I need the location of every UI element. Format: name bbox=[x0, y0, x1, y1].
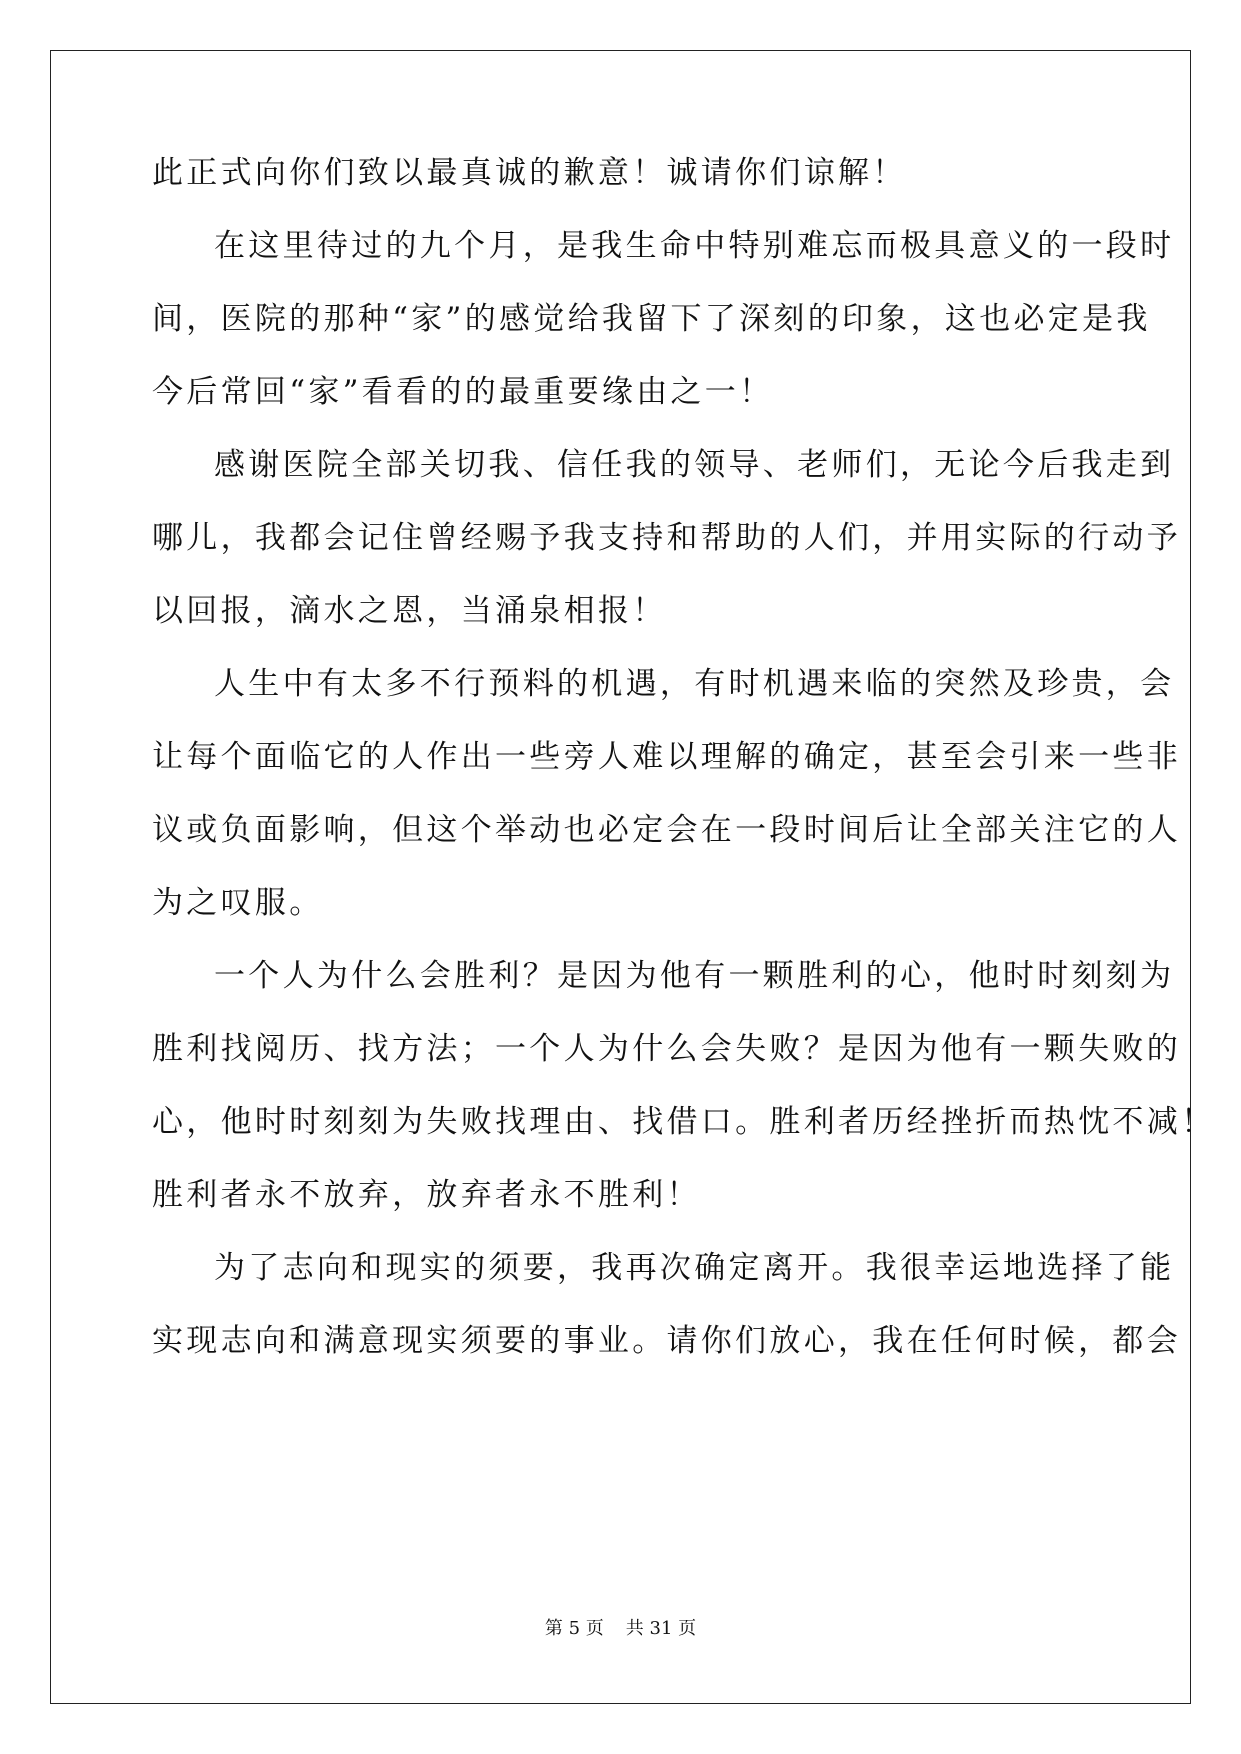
text-line: 哪儿，我都会记住曾经赐予我支持和帮助的人们，并用实际的行动予 bbox=[152, 520, 1181, 556]
text-line: 实现志向和满意现实须要的事业。请你们放心，我在任何时候，都会 bbox=[152, 1323, 1181, 1359]
page-number: 第 5 页 bbox=[544, 1618, 604, 1639]
text-line: 以回报，滴水之恩，当涌泉相报！ bbox=[152, 593, 667, 629]
page-border bbox=[50, 50, 1216, 1704]
text-line: 为了志向和现实的须要，我再次确定离开。我很幸运地选择了能 bbox=[214, 1250, 1175, 1286]
text-line: 此正式向你们致以最真诚的歉意！诚请你们谅解！ bbox=[152, 155, 907, 191]
text-line: 在这里待过的九个月，是我生命中特别难忘而极具意义的一段时 bbox=[214, 228, 1175, 264]
page-total: 共 31 页 bbox=[625, 1618, 697, 1639]
text-line: 为之叹服。 bbox=[152, 885, 324, 921]
text-line: 胜利者永不放弃，放弃者永不胜利！ bbox=[152, 1177, 701, 1213]
page-footer bbox=[0, 1618, 1241, 1640]
text-line: 心，他时时刻刻为失败找理由、找借口。胜利者历经挫折而热忱不减！ bbox=[152, 1104, 1216, 1140]
text-line: 间，医院的那种“家”的感觉给我留下了深刻的印象，这也必定是我 bbox=[152, 301, 1151, 337]
text-line: 感谢医院全部关切我、信任我的领导、老师们，无论今后我走到 bbox=[214, 447, 1175, 483]
text-line: 一个人为什么会胜利？是因为他有一颗胜利的心，他时时刻刻为 bbox=[214, 958, 1175, 994]
text-line: 胜利找阅历、找方法；一个人为什么会失败？是因为他有一颗失败的 bbox=[152, 1031, 1181, 1067]
text-line: 议或负面影响，但这个举动也必定会在一段时间后让全部关注它的人 bbox=[152, 812, 1181, 848]
text-line: 人生中有太多不行预料的机遇，有时机遇来临的突然及珍贵，会 bbox=[214, 666, 1175, 702]
text-line: 让每个面临它的人作出一些旁人难以理解的确定，甚至会引来一些非 bbox=[152, 739, 1181, 775]
text-line: 今后常回“家”看看的的最重要缘由之一！ bbox=[152, 374, 774, 410]
